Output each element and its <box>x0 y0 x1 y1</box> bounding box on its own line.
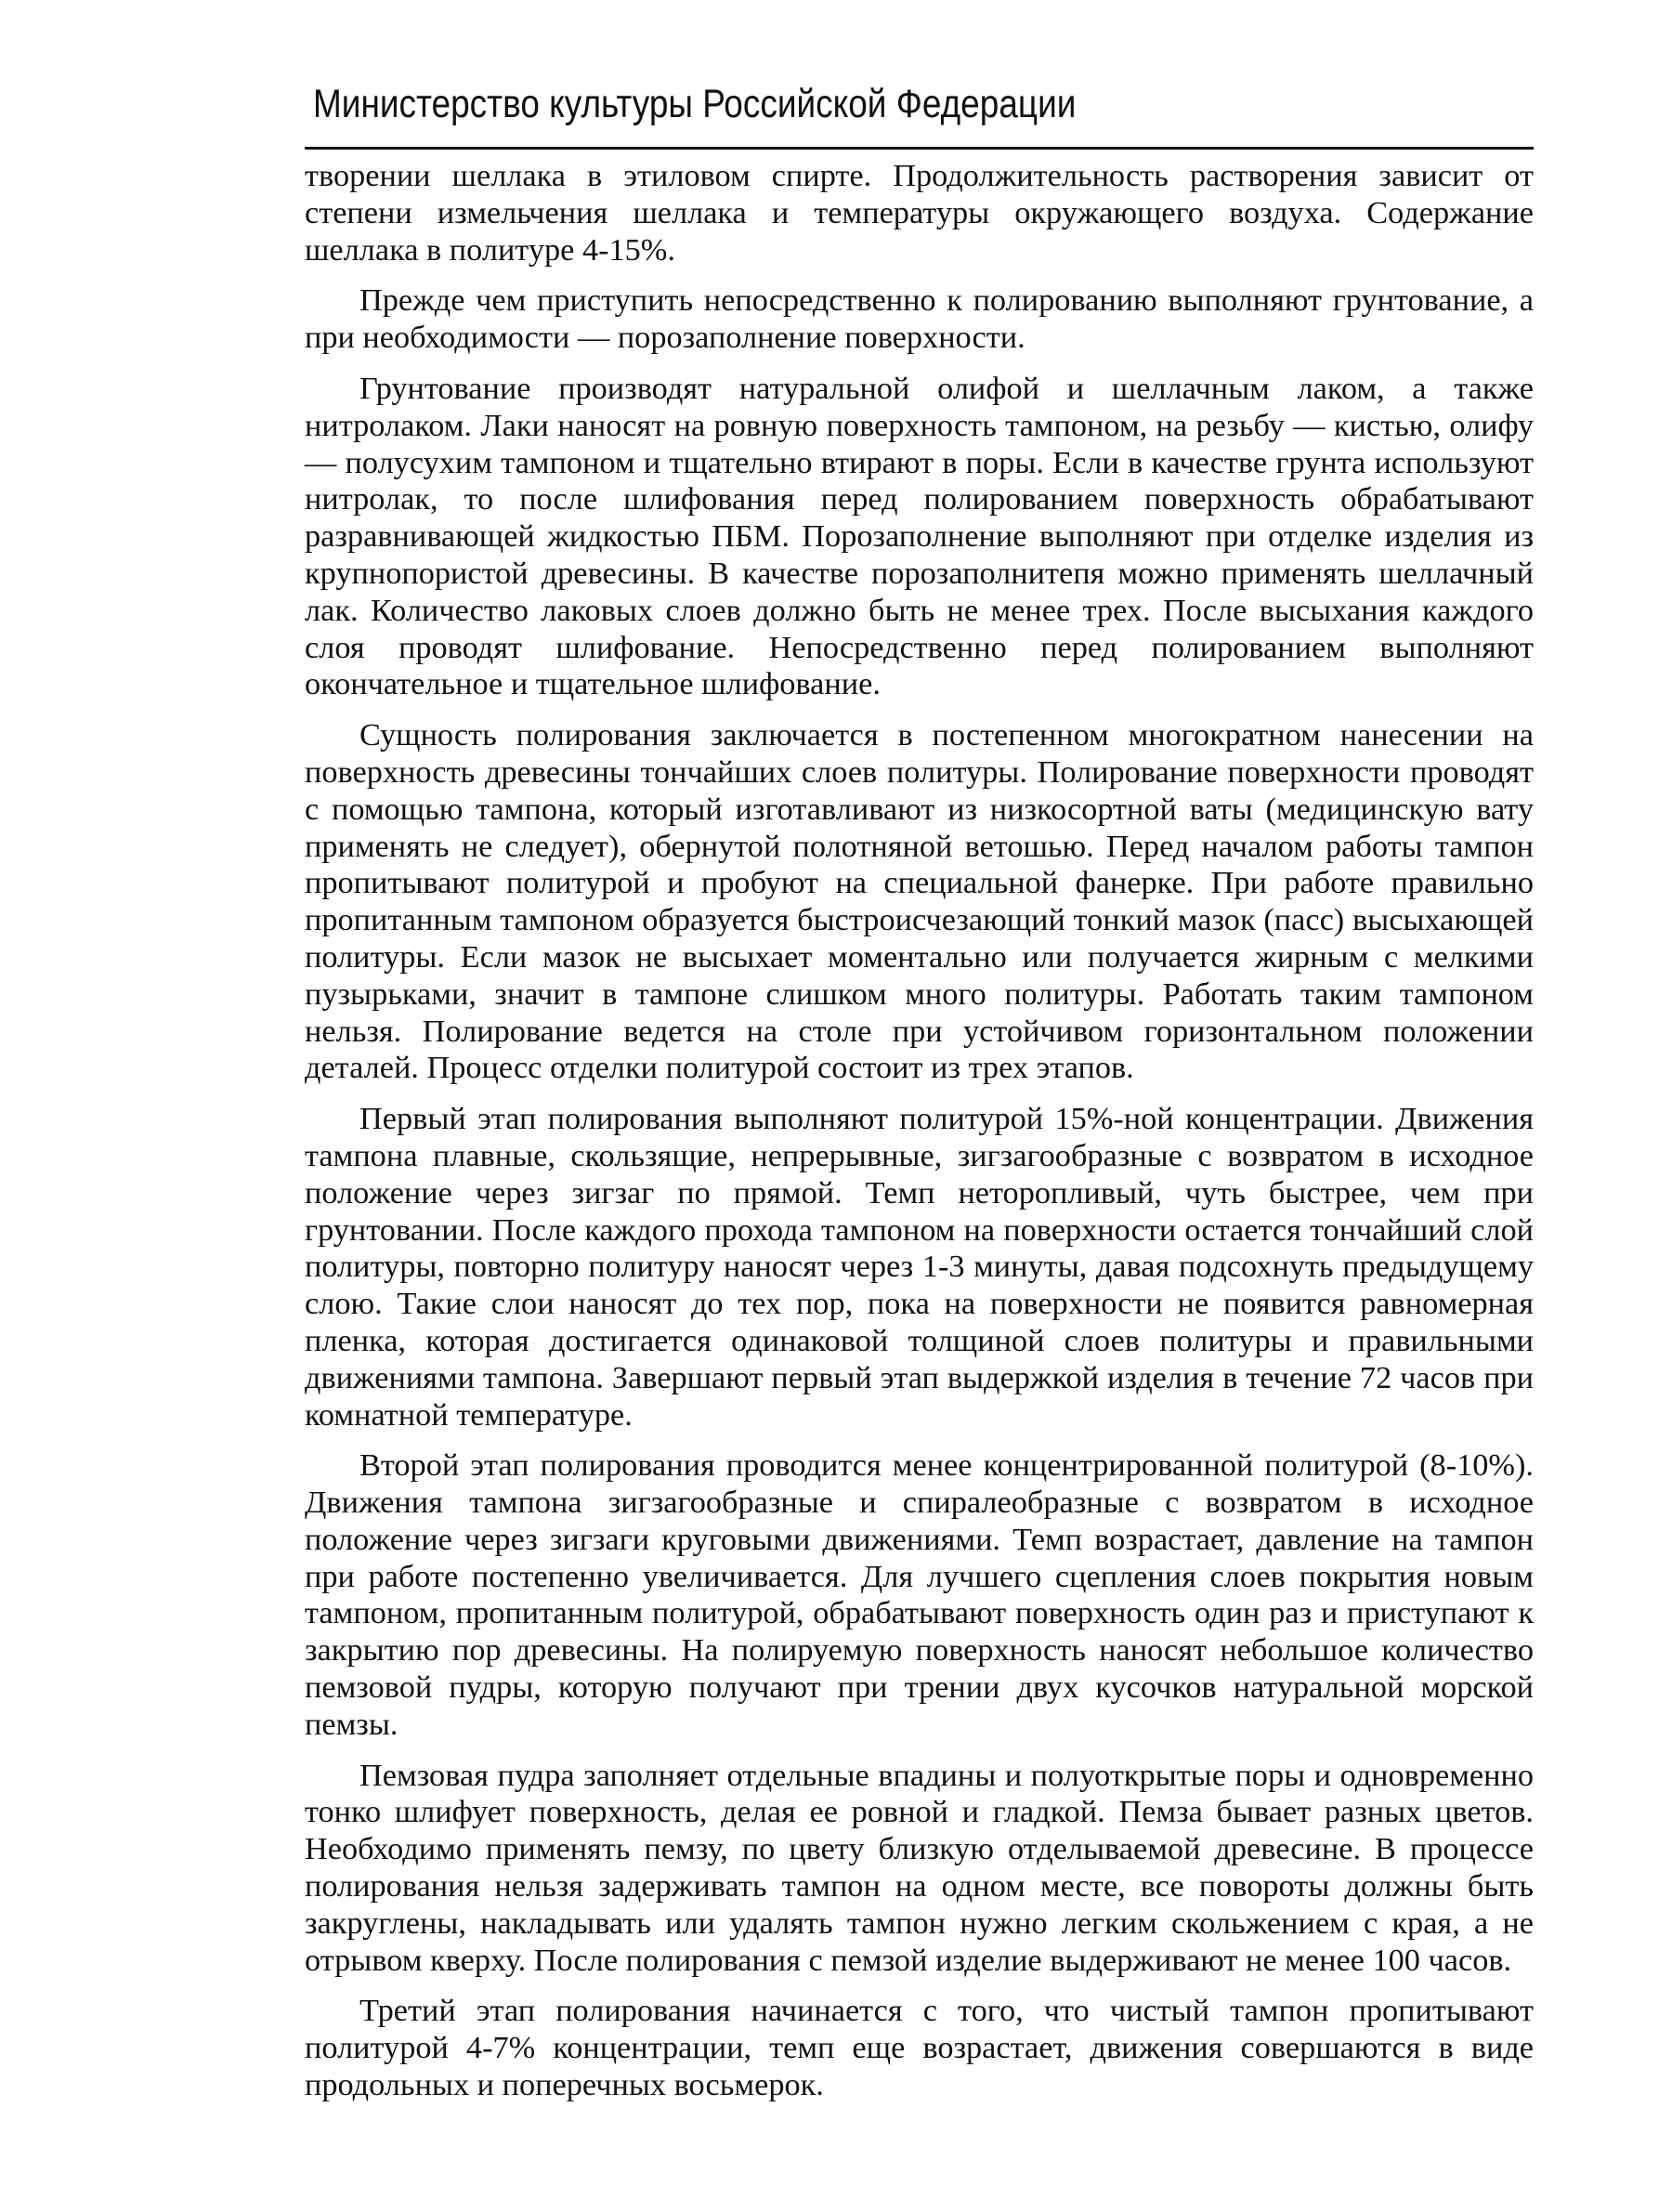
paragraph-7: Пемзовая пудра заполняет отдельные впадины и полуоткрытые поры и одновременно тонко шлифует поверхность, делая ее ровной и гладкой. Пемза бывает разных цветов. Необходимо применять пемзу, по цвету близкую отделываемой древесине. В процессе полирования нельзя задерживать тампон на одном месте, все повороты должны быть закруглены, накладывать или удалять тампон нужно легким скольжением с края, а не отрывом кверху. После полирования с пемзой изделие выдерживают не менее 100 часов. <box>305 1757 1534 1978</box>
paragraph-2: Прежде чем приступить непосредственно к полированию выполняют грунтование, а при необходимости — порозаполнение поверхности. <box>305 282 1534 356</box>
running-head: Министерство культуры Российской Федерации <box>313 82 1077 126</box>
paragraph-5: Первый этап полирования выполняют политурой 15%-ной концентрации. Движения тампона плавные, скользящие, непрерывные, зигзагообразные с возвратом в исходное положение через зигзаг по прямой. Темп неторопливый, чуть быстрее, чем при грунтовании. После каждого прохода тампоном на поверхности остается тончайший слой политуры, повторно политуру наносят через 1-3 минуты, давая подсохнуть предыдущему слою. Такие слои наносят до тех пор, пока на поверхности не появится равномерная пленка, которая достигается одинаковой толщиной слоев политуры и правильными движениями тампона. Завершают первый этап выдержкой изделия в течение 72 часов при комнатной температуре. <box>305 1101 1534 1433</box>
paragraph-4: Сущность полирования заключается в постепенном многократном нанесении на поверхность древесины тончайших слоев политуры. Полирование поверхности проводят с помощью тампона, который изготавливают из низкосортной ваты (медицинскую вату применять не следует), обернутой полотняной ветошью. Перед началом работы тампон пропитывают политурой и пробуют на специальной фанерке. При работе правильно пропитанным тампоном образуется быстроисчезающий тонкий мазок (пасс) высыхающей политуры. Если мазок не высыхает моментально или получается жирным с мелкими пузырьками, значит в тампоне слишком много политуры. Работать таким тампоном нельзя. Полирование ведется на столе при устойчивом горизонтальном положении деталей. Процесс отделки политурой состоит из трех этапов. <box>305 717 1534 1086</box>
header-rule <box>305 147 1534 150</box>
body-text <box>305 158 1534 2104</box>
paragraph-3: Грунтование производят натуральной олифой и шеллачным лаком, а также нитролаком. Лаки наносят на ровную поверхность тампоном, на резьбу — кистью, олифу — полусухим тампоном и тщательно втирают в поры. Если в качестве грунта используют нитролак, то после шлифования перед полированием поверхность обрабатывают разравнивающей жидкостью ПБМ. Порозаполнение выполняют при отделке изделия из крупнопористой древесины. В качестве порозаполнитепя можно применять шеллачный лак. Количество лаковых слоев должно быть не менее трех. После высыхания каждого слоя проводят шлифование. Непосредственно перед полированием выполняют окончательное и тщательное шлифование. <box>305 370 1534 702</box>
paragraph-1: творении шеллака в этиловом спирте. Продолжительность растворения зависит от степени измельчения шеллака и температуры окружающего воздуха. Содержание шеллака в политуре 4-15%. <box>305 158 1534 268</box>
paragraph-6: Второй этап полирования проводится менее концентрированной политурой (8-10%). Движения тампона зигзагообразные и спиралеобразные с возвратом в исходное положение через зигзаги круговыми движениями. Темп возрастает, давление на тампон при работе постепенно увеличивается. Для лучшего сцепления слоев покрытия новым тампоном, пропитанным политурой, обрабатывают поверхность один раз и приступают к закрытию пор древесины. На полируемую поверхность наносят небольшое количество пемзовой пудры, которую получают при трении двух кусочков натуральной морской пемзы. <box>305 1447 1534 1742</box>
paragraph-8: Третий этап полирования начинается с того, что чистый тампон пропитывают политурой 4-7% концентрации, темп еще возрастает, движения совершаются в виде продольных и поперечных восьмерок. <box>305 1993 1534 2103</box>
